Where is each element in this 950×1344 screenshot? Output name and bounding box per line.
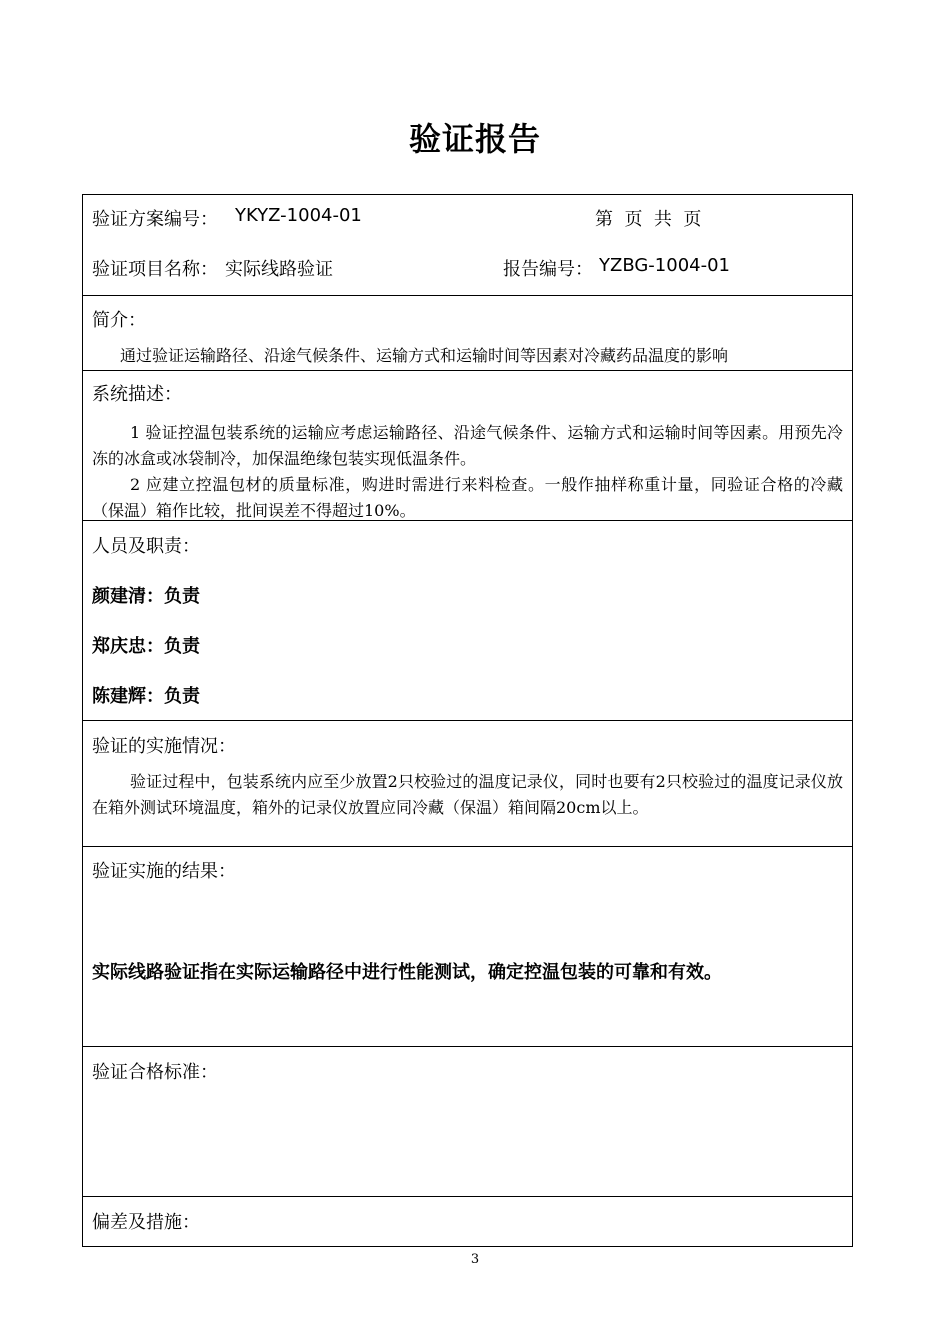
report-no-value: YZBG-1004-01 (599, 255, 731, 276)
personnel-label: 人员及职责： (92, 536, 200, 557)
deviation-label: 偏差及措施： (92, 1212, 200, 1233)
header-section (83, 195, 852, 296)
criteria-section (83, 1047, 852, 1197)
implementation-section (83, 721, 852, 847)
result-text: 实际线路验证指在实际运输路径中进行性能测试，确定控温包装的可靠和有效。 (92, 962, 722, 983)
deviation-section (83, 1197, 852, 1246)
page-number: 3 (470, 1252, 480, 1267)
system-para-2: 2 应建立控温包材的质量标准，购进时需进行来料检查。一般作抽样称重计量，同验证合格的冷藏（保温）箱作比较，批间误差不得超过10%。 (92, 475, 843, 520)
intro-section (83, 296, 852, 371)
page-info: 第 页 共 页 (595, 209, 702, 230)
report-table (82, 194, 853, 1247)
system-section (83, 371, 852, 521)
implementation-text: 验证过程中，包装系统内应至少放置2只校验过的温度记录仪，同时也要有2只校验过的温度记录仪放在箱外测试环境温度，箱外的记录仪放置应同冷藏（保温）箱间隔20cm以上。 (92, 772, 843, 817)
personnel-section (83, 521, 852, 721)
intro-label: 简介： (92, 310, 146, 331)
report-no-label: 报告编号： (503, 259, 593, 280)
document-title: 验证报告 (408, 120, 541, 158)
scheme-no-value: YKYZ-1004-01 (235, 205, 362, 226)
project-name-value: 实际线路验证 (225, 259, 333, 280)
personnel-member: 陈建辉：负责 (92, 686, 200, 707)
result-label: 验证实施的结果： (92, 861, 236, 882)
implementation-label: 验证的实施情况： (92, 736, 236, 757)
project-name-label: 验证项目名称： (92, 259, 218, 280)
personnel-member: 颜建清：负责 (92, 586, 200, 607)
system-label: 系统描述： (92, 384, 182, 405)
criteria-label: 验证合格标准： (92, 1062, 218, 1083)
scheme-no-label: 验证方案编号： (92, 209, 218, 230)
personnel-member: 郑庆忠：负责 (92, 636, 200, 657)
intro-text: 通过验证运输路径、沿途气候条件、运输方式和运输时间等因素对冷藏药品温度的影响 (120, 346, 729, 365)
system-para-1: 1 验证控温包装系统的运输应考虑运输路径、沿途气候条件、运输方式和运输时间等因素。用预先冷冻的冰盒或冰袋制冷，加保温绝缘包装实现低温条件。 (92, 423, 843, 468)
result-section (83, 847, 852, 1047)
